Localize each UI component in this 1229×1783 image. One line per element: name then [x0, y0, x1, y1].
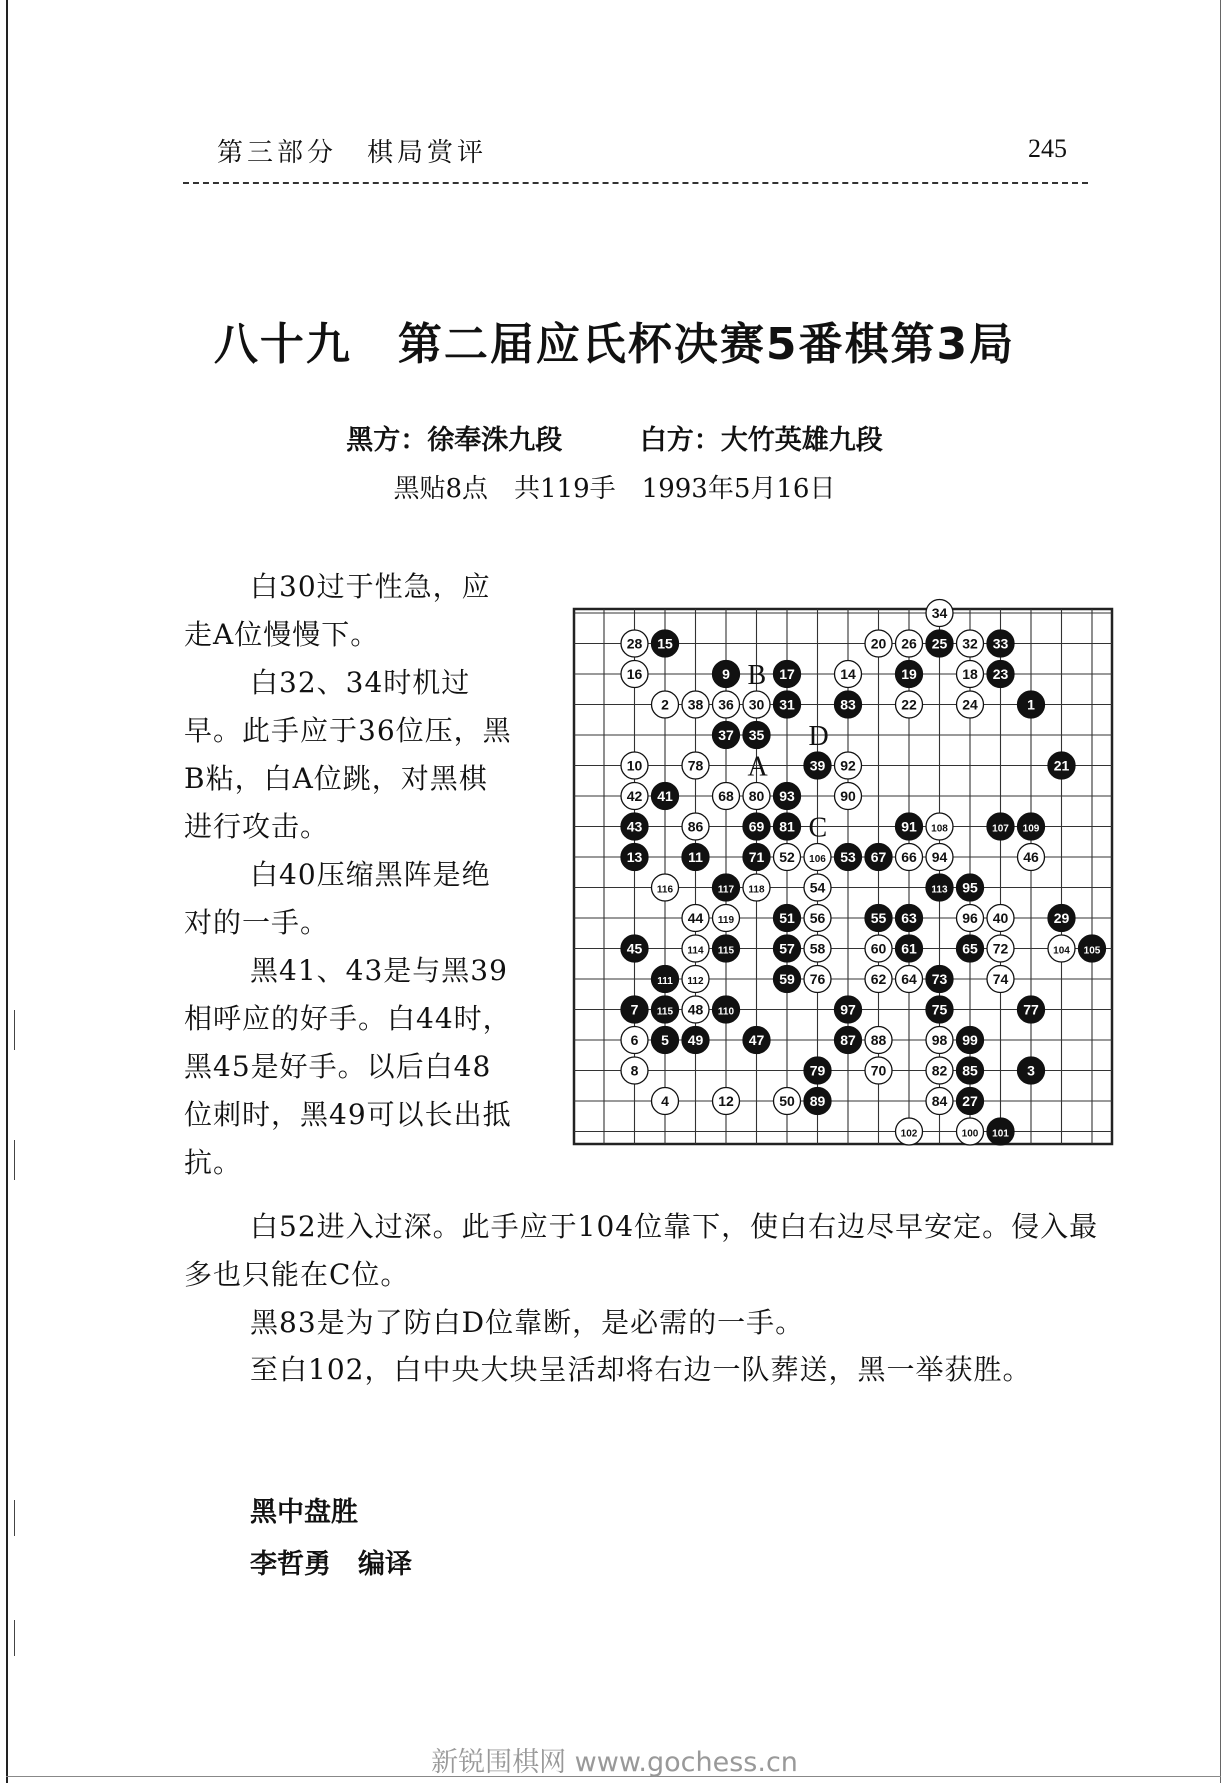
move-number: 70 [870, 1062, 887, 1079]
move-number: 22 [901, 696, 917, 713]
commentary-paragraph: 黑41、43是与黑39相呼应的好手。白44时，黑45是好手。以后白48位刺时，黑49可以长出抵抗。 [184, 954, 512, 1179]
move-number: 55 [870, 910, 887, 926]
white-stone [896, 844, 923, 871]
white-stone [621, 1027, 648, 1054]
white-stone [804, 905, 831, 932]
margin-mark [14, 1500, 15, 1536]
white-stone [926, 600, 953, 627]
black-stone [682, 844, 709, 871]
move-number: 32 [962, 635, 978, 652]
black-stone [1018, 813, 1045, 840]
translator-credit: 李哲勇 编译 [250, 1549, 412, 1580]
black-stone [682, 1027, 709, 1054]
black-stone [774, 905, 801, 932]
white-stone [713, 783, 740, 810]
move-number: 42 [626, 788, 643, 804]
move-number: 75 [931, 1001, 948, 1018]
white-stone [804, 874, 831, 901]
move-number: 36 [718, 696, 734, 713]
move-number: 64 [901, 971, 917, 987]
white-stone [682, 752, 709, 779]
game-result: 黑中盘胜 [250, 1497, 358, 1528]
move-number: 38 [687, 696, 704, 713]
white-stone [957, 630, 984, 657]
move-number: 1 [1027, 696, 1035, 713]
move-number: 63 [901, 910, 917, 926]
white-stone [743, 874, 770, 901]
white-stone [926, 1027, 953, 1054]
go-board-diagram [572, 590, 1116, 1150]
move-number: 115 [717, 945, 735, 957]
black-stone [1048, 905, 1075, 932]
move-number: 118 [748, 884, 765, 896]
white-stone [774, 1088, 801, 1115]
black-stone [1018, 691, 1045, 718]
move-number: 119 [717, 915, 735, 926]
page-number: 245 [1028, 134, 1067, 163]
move-number: 25 [931, 635, 948, 652]
move-number: 95 [962, 879, 978, 896]
move-number: 9 [722, 666, 730, 682]
move-number: 96 [962, 910, 978, 926]
move-number: 41 [657, 788, 673, 804]
move-number: 45 [626, 940, 643, 957]
white-stone [743, 783, 770, 810]
black-stone [652, 996, 679, 1023]
move-number: 86 [687, 818, 704, 835]
white-stone [957, 905, 984, 932]
move-number: 100 [961, 1128, 979, 1140]
move-number: 19 [901, 666, 917, 682]
move-number: 77 [1023, 1001, 1039, 1018]
black-stone [896, 813, 923, 840]
black-stone [835, 1027, 862, 1054]
move-number: 26 [901, 635, 917, 652]
black-stone [896, 661, 923, 688]
move-number: 116 [656, 884, 674, 896]
move-number: 35 [748, 727, 765, 743]
page-left-edge [6, 0, 8, 1783]
black-stone [926, 966, 953, 993]
black-stone [713, 874, 740, 901]
white-stone [926, 844, 953, 871]
move-number: 99 [962, 1032, 978, 1048]
white-stone [713, 691, 740, 718]
commentary-left-column [184, 563, 514, 1187]
move-number: 74 [992, 971, 1009, 987]
black-stone [835, 691, 862, 718]
move-number: 101 [992, 1128, 1009, 1140]
margin-mark [14, 1620, 15, 1656]
white-stone [926, 1088, 953, 1115]
move-number: 15 [657, 635, 673, 652]
move-number: 10 [626, 757, 643, 774]
move-number: 13 [626, 849, 643, 865]
black-stone [774, 966, 801, 993]
move-number: 112 [687, 976, 704, 987]
section-title: 第三部分 棋局赏评 [217, 138, 488, 168]
move-number: 90 [840, 788, 856, 804]
move-number: 5 [661, 1032, 669, 1048]
move-number: 58 [809, 940, 826, 957]
black-stone [987, 661, 1014, 688]
black-stone [865, 844, 892, 871]
black-stone [1018, 996, 1045, 1023]
move-number: 69 [748, 818, 765, 835]
black-stone [713, 661, 740, 688]
site-watermark: 新锐围棋网 www.gochess.cn [431, 1747, 798, 1778]
move-number: 83 [840, 696, 856, 713]
white-stone [896, 630, 923, 657]
black-stone [804, 1057, 831, 1084]
commentary-paragraph: 至白102，白中央大块呈活却将右边一队葬送，黑一举获胜。 [250, 1353, 1032, 1386]
move-number: 4 [661, 1093, 669, 1109]
white-stone [804, 935, 831, 962]
move-number: 60 [870, 940, 887, 957]
black-stone [652, 1027, 679, 1054]
black-stone [621, 935, 648, 962]
black-stone [652, 630, 679, 657]
move-number: 6 [630, 1032, 639, 1048]
move-number: 104 [1053, 945, 1070, 957]
page-right-edge [1220, 0, 1221, 1783]
black-stone [957, 1027, 984, 1054]
black-stone [743, 722, 770, 749]
move-number: 89 [809, 1093, 826, 1109]
margin-mark [14, 1010, 15, 1050]
move-number: 109 [1022, 823, 1040, 835]
white-stone [865, 1027, 892, 1054]
white-stone [865, 1057, 892, 1084]
move-number: 102 [900, 1128, 918, 1140]
margin-mark [14, 1140, 15, 1180]
running-header [217, 132, 1067, 172]
black-stone [987, 1118, 1014, 1145]
move-number: 52 [779, 849, 795, 865]
white-stone [865, 966, 892, 993]
move-number: 66 [901, 849, 917, 865]
white-stone [865, 630, 892, 657]
move-number: 46 [1023, 849, 1039, 865]
black-stone [865, 905, 892, 932]
white-stone [652, 874, 679, 901]
white-stone [926, 813, 953, 840]
move-number: 28 [626, 635, 643, 652]
white-stone [865, 935, 892, 962]
white-stone [896, 691, 923, 718]
black-stone [835, 844, 862, 871]
move-number: 33 [992, 635, 1009, 652]
move-number: 113 [931, 884, 948, 896]
move-number: 57 [779, 940, 795, 957]
move-number: 17 [779, 666, 795, 682]
white-stone [804, 844, 831, 871]
black-stone [743, 813, 770, 840]
players-line [0, 418, 1229, 457]
move-number: 44 [687, 910, 704, 926]
move-number: 84 [931, 1093, 948, 1109]
white-stone [682, 813, 709, 840]
move-number: 30 [748, 696, 765, 713]
black-stone [835, 996, 862, 1023]
black-stone [987, 813, 1014, 840]
white-stone [1018, 844, 1045, 871]
white-stone [835, 783, 862, 810]
white-stone [896, 1118, 923, 1145]
move-number: 47 [748, 1032, 765, 1048]
black-stone [1048, 752, 1075, 779]
black-stone [774, 813, 801, 840]
move-number: 67 [870, 849, 887, 865]
black-stone [621, 996, 648, 1023]
black-stone [926, 874, 953, 901]
move-number: 27 [962, 1093, 978, 1109]
white-stone [621, 752, 648, 779]
commentary-paragraph: 白40压缩黑阵是绝对的一手。 [184, 858, 491, 939]
move-number: 29 [1053, 910, 1070, 926]
move-number: 111 [657, 976, 673, 987]
white-stone [682, 905, 709, 932]
move-number: 81 [779, 818, 795, 835]
black-stone [926, 630, 953, 657]
move-number: 53 [840, 849, 856, 865]
white-player: 白方：大竹英雄九段 [639, 425, 883, 456]
black-stone [1018, 1057, 1045, 1084]
white-stone [621, 783, 648, 810]
commentary-paragraph: 白30过于性急，应走A位慢慢下。 [184, 570, 491, 651]
move-number: 107 [992, 823, 1009, 835]
white-stone [987, 966, 1014, 993]
move-number: 94 [931, 849, 948, 865]
move-number: 115 [656, 1006, 674, 1018]
move-number: 85 [962, 1062, 978, 1079]
board-stones [621, 600, 1106, 1146]
move-number: 117 [717, 884, 735, 896]
white-stone [774, 844, 801, 871]
move-number: 59 [779, 971, 795, 987]
black-stone [774, 691, 801, 718]
move-number: 14 [840, 666, 856, 682]
game-info: 黑贴8点 共119手 1993年5月16日 [393, 474, 836, 504]
white-stone [713, 905, 740, 932]
black-stone [957, 935, 984, 962]
black-stone [713, 935, 740, 962]
white-stone [682, 966, 709, 993]
white-stone [682, 691, 709, 718]
move-number: 43 [626, 818, 643, 835]
move-number: 92 [840, 757, 856, 774]
commentary-paragraph: 黑83是为了防白D位靠断，是必需的一手。 [250, 1306, 805, 1339]
white-stone [652, 691, 679, 718]
move-number: 51 [779, 910, 795, 926]
move-number: 93 [779, 788, 795, 804]
black-stone [621, 844, 648, 871]
move-number: 16 [626, 666, 643, 682]
move-number: 98 [931, 1032, 948, 1048]
black-stone [743, 844, 770, 871]
move-number: 12 [718, 1093, 734, 1109]
white-stone [835, 752, 862, 779]
move-number: 21 [1053, 757, 1070, 774]
move-number: 79 [809, 1062, 826, 1079]
black-stone [987, 630, 1014, 657]
white-stone [621, 1057, 648, 1084]
black-stone [957, 1057, 984, 1084]
move-number: 31 [779, 696, 795, 713]
move-number: 7 [630, 1001, 639, 1018]
move-number: 62 [870, 971, 887, 987]
white-stone [957, 691, 984, 718]
move-number: 68 [718, 788, 734, 804]
move-number: 106 [809, 854, 826, 865]
move-number: 48 [687, 1001, 704, 1018]
black-stone [652, 966, 679, 993]
move-number: 50 [779, 1093, 795, 1109]
move-number: 88 [870, 1032, 887, 1048]
black-stone [774, 783, 801, 810]
black-stone [804, 752, 831, 779]
white-stone [682, 996, 709, 1023]
move-number: 8 [630, 1062, 639, 1079]
move-number: 97 [840, 1001, 856, 1018]
black-stone [926, 996, 953, 1023]
move-number: 76 [809, 971, 826, 987]
white-stone [621, 661, 648, 688]
move-number: 18 [962, 666, 978, 682]
page-title: 八十九 第二届应氏杯决赛5番棋第3局 [213, 319, 1016, 370]
move-number: 71 [748, 849, 765, 865]
move-number: 2 [661, 696, 669, 713]
move-number: 108 [931, 823, 948, 835]
move-number: 78 [687, 757, 704, 774]
move-number: 23 [992, 666, 1009, 682]
black-stone [896, 905, 923, 932]
black-stone [743, 1027, 770, 1054]
move-number: 72 [992, 940, 1009, 957]
point-label-B: B [747, 660, 767, 691]
black-stone [652, 783, 679, 810]
black-player: 黑方：徐奉洙九段 [346, 425, 563, 456]
move-number: 114 [687, 945, 704, 957]
black-stone [713, 722, 740, 749]
move-number: 82 [931, 1062, 948, 1079]
move-number: 37 [718, 727, 734, 743]
white-stone [652, 1088, 679, 1115]
move-number: 34 [931, 605, 948, 621]
move-number: 87 [840, 1032, 856, 1048]
black-stone [957, 874, 984, 901]
white-stone [957, 1118, 984, 1145]
black-stone [774, 661, 801, 688]
move-number: 56 [809, 910, 826, 926]
white-stone [804, 966, 831, 993]
white-stone [743, 691, 770, 718]
point-label-C: C [808, 812, 828, 844]
white-stone [621, 630, 648, 657]
move-number: 61 [901, 940, 917, 957]
black-stone [621, 813, 648, 840]
move-number: 3 [1027, 1062, 1035, 1079]
commentary-paragraph: 白52进入过深。此手应于104位靠下，使白右边尽早安定。侵入最多也只能在C位。 [184, 1210, 1099, 1291]
point-label-D: D [808, 721, 829, 752]
white-stone [926, 1057, 953, 1084]
white-stone [835, 661, 862, 688]
header-rule [183, 182, 1088, 184]
black-stone [804, 1088, 831, 1115]
white-stone [987, 905, 1014, 932]
point-label-A: A [747, 751, 768, 783]
move-number: 20 [870, 635, 887, 652]
black-stone [957, 1088, 984, 1115]
move-number: 54 [809, 879, 826, 896]
move-number: 39 [809, 757, 826, 774]
white-stone [713, 1088, 740, 1115]
commentary-paragraph: 白32、34时机过早。此手应于36位压，黑B粘，白A位跳，对黑棋进行攻击。 [184, 666, 512, 843]
move-number: 24 [962, 696, 978, 713]
move-number: 105 [1083, 945, 1101, 957]
move-number: 73 [931, 971, 948, 987]
black-stone [774, 935, 801, 962]
white-stone [957, 661, 984, 688]
black-stone [896, 935, 923, 962]
move-number: 65 [962, 940, 978, 957]
move-number: 11 [688, 849, 703, 865]
black-stone [1079, 935, 1106, 962]
white-stone [1048, 935, 1075, 962]
white-stone [987, 935, 1014, 962]
move-number: 110 [717, 1006, 735, 1018]
white-stone [682, 935, 709, 962]
white-stone [896, 966, 923, 993]
move-number: 40 [992, 910, 1009, 926]
move-number: 91 [901, 818, 917, 835]
move-number: 49 [687, 1032, 704, 1048]
move-number: 80 [748, 788, 765, 804]
black-stone [713, 996, 740, 1023]
